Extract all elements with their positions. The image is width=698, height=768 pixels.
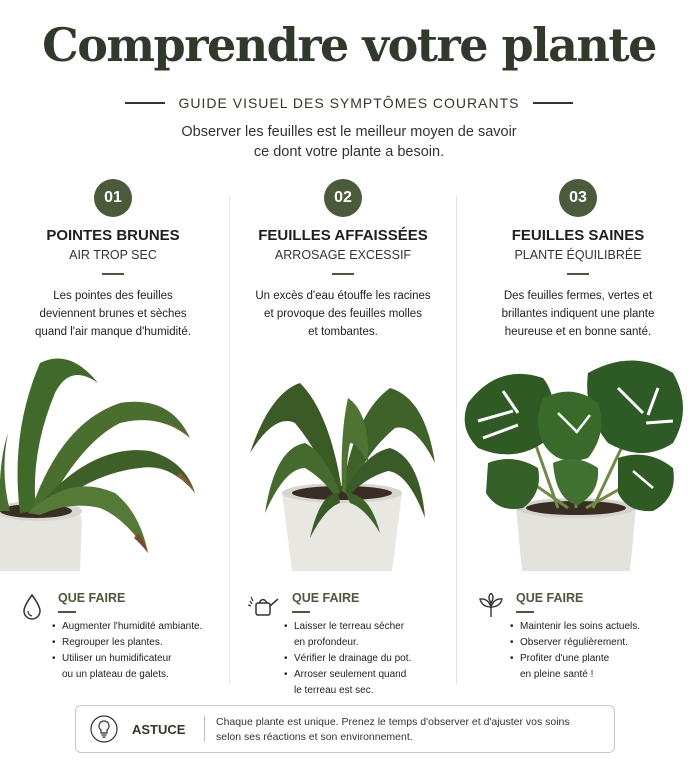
plant-drooping-image — [230, 343, 456, 575]
list-item: • Regrouper les plantes. — [52, 635, 202, 651]
list-item: • Observer régulièrement. — [510, 635, 640, 651]
card-title: FEUILLES AFFAISSÉES — [258, 227, 428, 244]
list-item: • Utiliser un humidificateur — [52, 651, 202, 667]
column-divider-2 — [456, 195, 457, 685]
page-subtitle: GUIDE VISUEL DES SYMPTÔMES COURANTS — [178, 95, 520, 111]
symptom-card-brown-tips — [0, 175, 226, 695]
intro-line-2: ce dont votre plante a besoin. — [253, 144, 445, 160]
card-subtitle: AIR TROP SEC — [69, 248, 157, 262]
list-item: • Maintenir les soins actuels. — [510, 619, 640, 635]
intro-text — [150, 122, 548, 162]
what-to-do-rule — [292, 611, 310, 613]
card-title: FEUILLES SAINES — [511, 227, 645, 244]
card-description — [240, 287, 446, 341]
plant-brown-tips-image — [0, 343, 226, 575]
what-to-do-title: QUE FAIRE — [516, 591, 584, 605]
subtitle-rule-right — [533, 102, 573, 104]
desc-line: et provoque des feuilles molles — [264, 308, 422, 320]
list-item-continuation: en pleine santé ! — [520, 669, 594, 680]
desc-line: quand l'air manque d'humidité. — [35, 326, 191, 338]
desc-line: deviennent brunes et sèches — [39, 308, 187, 320]
list-item-continuation: ou un plateau de galets. — [62, 669, 169, 680]
list-item: • Arroser seulement quand — [284, 667, 411, 683]
list-item: • Laisser le terreau sécher — [284, 619, 411, 635]
desc-line: Les pointes des feuilles — [53, 290, 173, 302]
leaf-icon — [478, 593, 504, 621]
card-subtitle: ARROSAGE EXCESSIF — [274, 248, 412, 262]
watering-can-icon — [248, 593, 280, 621]
step-badge: 01 — [94, 179, 132, 217]
desc-line: Un excès d'eau étouffe les racines — [255, 290, 431, 302]
card-rule — [567, 273, 589, 275]
tip-label: ASTUCE — [132, 722, 186, 737]
what-to-do-list — [52, 619, 202, 683]
symptom-card-drooping-leaves — [230, 175, 456, 695]
what-to-do-rule — [58, 611, 76, 613]
page-title: Comprendre votre plante — [42, 18, 656, 72]
card-description — [468, 287, 688, 341]
card-subtitle: PLANTE ÉQUILIBRÉE — [514, 248, 642, 262]
list-item-continuation: le terreau est sec. — [294, 685, 374, 696]
tip-line: Chaque plante est unique. Prenez le temps d'observer et d'ajuster vos soins — [216, 716, 570, 728]
what-to-do-title: QUE FAIRE — [58, 591, 126, 605]
what-to-do-title: QUE FAIRE — [292, 591, 360, 605]
tip-text — [216, 715, 606, 745]
list-item-continuation: en profondeur. — [294, 637, 359, 648]
lightbulb-icon — [90, 715, 118, 743]
card-description — [10, 287, 216, 341]
desc-line: et tombantes. — [308, 326, 378, 338]
subtitle-row — [0, 95, 698, 111]
step-badge: 03 — [559, 179, 597, 217]
card-title: POINTES BRUNES — [46, 227, 180, 244]
symptom-card-healthy-leaves — [458, 175, 698, 695]
step-badge: 02 — [324, 179, 362, 217]
plant-healthy-monstera-image — [458, 343, 698, 575]
what-to-do-rule — [516, 611, 534, 613]
what-to-do-list — [284, 619, 411, 699]
list-item: • Profiter d'une plante — [510, 651, 640, 667]
tip-line: selon ses réactions et son environnement. — [216, 731, 413, 743]
card-rule — [102, 273, 124, 275]
card-rule — [332, 273, 354, 275]
what-to-do-list — [510, 619, 640, 683]
list-item: • Augmenter l'humidité ambiante. — [52, 619, 202, 635]
tip-box — [75, 705, 615, 753]
water-drop-icon — [20, 593, 44, 621]
desc-line: brillantes indiquent une plante — [501, 308, 655, 320]
tip-separator — [204, 716, 205, 742]
subtitle-rule-left — [125, 102, 165, 104]
desc-line: heureuse et en bonne santé. — [504, 326, 652, 338]
desc-line: Des feuilles fermes, vertes et — [503, 290, 653, 302]
intro-line-1: Observer les feuilles est le meilleur moyen de savoir — [181, 124, 517, 140]
list-item: • Vérifier le drainage du pot. — [284, 651, 411, 667]
